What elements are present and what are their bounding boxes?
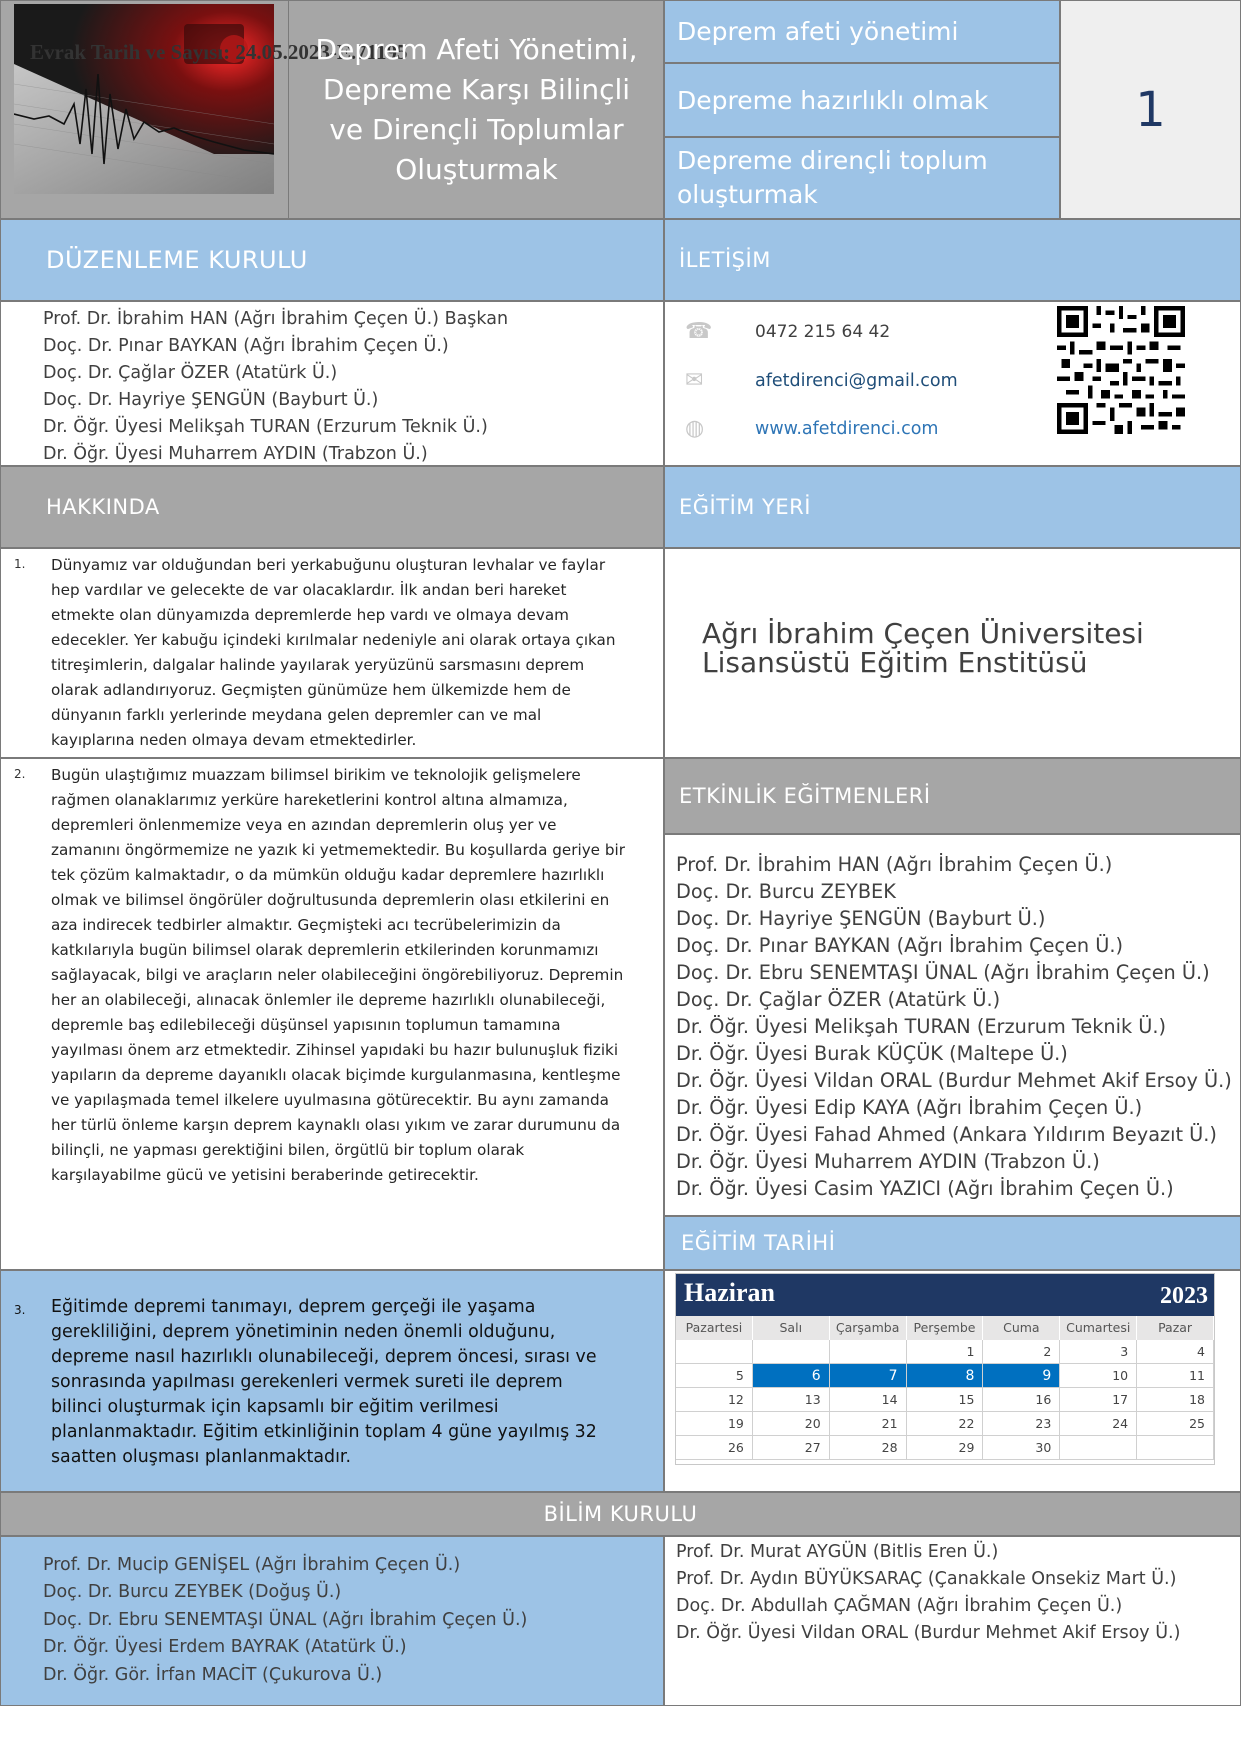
calendar-day: 16 <box>983 1388 1060 1412</box>
calendar-day: 28 <box>830 1436 907 1460</box>
bilim-left-list <box>43 1552 663 1689</box>
bilim-heading-box <box>0 1492 1241 1536</box>
qr-code[interactable] <box>1057 306 1185 434</box>
calendar-day <box>830 1340 907 1364</box>
calendar-day <box>1137 1436 1214 1460</box>
calendar-day <box>753 1340 830 1364</box>
list-item: Doç. Dr. Ebru SENEMTAŞI ÜNAL (Ağrı İbrahim Çeçen Ü.) <box>43 1609 528 1630</box>
calendar-box <box>664 1270 1241 1492</box>
list-item: Prof. Dr. Murat AYGÜN (Bitlis Eren Ü.) <box>676 1542 999 1562</box>
calendar-day: 15 <box>907 1388 984 1412</box>
calendar-weekday: Çarşamba <box>830 1316 907 1340</box>
bilim-right-list <box>676 1539 1240 1647</box>
calendar-weekday: Perşembe <box>907 1316 984 1340</box>
list-item: Dr. Öğr. Üyesi Melikşah TURAN (Erzurum Teknik Ü.) <box>43 417 488 437</box>
calendar-day <box>676 1340 753 1364</box>
calendar-month: Haziran <box>684 1278 775 1307</box>
calendar-grid <box>676 1316 1214 1460</box>
venue-line-2: Lisansüstü Eğitim Enstitüsü <box>702 646 1088 679</box>
list-item: Doç. Dr. Abdullah ÇAĞMAN (Ağrı İbrahim Çeçen Ü.) <box>676 1596 1123 1616</box>
topic-2 <box>664 63 1060 137</box>
list-item: Dr. Öğr. Üyesi Muharrem AYDIN (Trabzon Ü.) <box>43 444 428 464</box>
calendar-day: 22 <box>907 1412 984 1436</box>
paragraph-number: 3. <box>14 1303 26 1317</box>
title-box <box>288 0 664 219</box>
calendar-day: 25 <box>1137 1412 1214 1436</box>
list-item: Dr. Öğr. Üyesi Muharrem AYDIN (Trabzon Ü.) <box>676 1150 1100 1173</box>
list-item: Prof. Dr. İbrahim HAN (Ağrı İbrahim Çeçen Ü.) <box>676 853 1113 876</box>
calendar-year: 2023 <box>1160 1283 1208 1309</box>
calendar-day: 17 <box>1060 1388 1137 1412</box>
list-item: Doç. Dr. Hayriye ŞENGÜN (Bayburt Ü.) <box>43 390 379 410</box>
calendar <box>675 1273 1215 1465</box>
egitmenler-list <box>676 851 1240 1202</box>
event-title: Deprem Afeti Yönetimi, Depreme Karşı Bilinçli ve Dirençli Toplumlar Oluşturmak <box>315 32 638 186</box>
list-item: Doç. Dr. Pınar BAYKAN (Ağrı İbrahim Çeçen Ü.) <box>676 934 1124 957</box>
calendar-day: 21 <box>830 1412 907 1436</box>
calendar-day: 29 <box>907 1436 984 1460</box>
phone-row <box>685 319 890 344</box>
calendar-day: 11 <box>1137 1364 1214 1388</box>
list-item: Doç. Dr. Burcu ZEYBEK (Doğuş Ü.) <box>43 1582 342 1603</box>
calendar-day: 7 <box>830 1364 907 1388</box>
list-item: Dr. Öğr. Üyesi Vildan ORAL (Burdur Mehmet Akif Ersoy Ü.) <box>676 1623 1181 1643</box>
seismograph-image <box>14 4 274 194</box>
topic-1 <box>664 0 1060 63</box>
list-item: Doç. Dr. Ebru SENEMTAŞI ÜNAL (Ağrı İbrahim Çeçen Ü.) <box>676 961 1210 984</box>
calendar-day: 4 <box>1137 1340 1214 1364</box>
about-paragraph-1: Dünyamız var olduğundan beri yerkabuğunu oluşturan levhalar ve faylar hep vardılar ve gelecekte de var olacaklardır. İlk andan beri hareket etmekte olan dünyamızda depremlerde hep vardı ve olmaya devam edecekler. Yer kabuğu içindeki kırılmalar nedeniyle ani olarak ortaya çıkan titreşimlerin, dalgalar halinde yayılarak yeryüzünü sarsmasını deprem olarak adlandırıyoruz. Geçmişten günümüze hem ülkemizde hem de dünyanın farklı yerlerinde meydana gelen depremler can ve mal kayıplarına neden olmaya devam etmektedirler. <box>51 556 616 749</box>
web-link[interactable]: www.afetdirenci.com <box>755 418 939 439</box>
egitim-tarihi-heading: EĞİTİM TARİHİ <box>664 1216 1241 1270</box>
list-item: Dr. Öğr. Üyesi Vildan ORAL (Burdur Mehmet Akif Ersoy Ü.) <box>676 1069 1232 1092</box>
about-paragraph-1-box <box>0 548 664 758</box>
duzenleme-body <box>0 301 664 466</box>
calendar-weekday: Cumartesi <box>1060 1316 1137 1340</box>
bilim-right-box <box>664 1536 1241 1706</box>
calendar-weekday: Pazartesi <box>676 1316 753 1340</box>
email-link[interactable]: afetdirenci@gmail.com <box>755 370 958 391</box>
iletisim-body <box>664 301 1241 466</box>
phone-number[interactable]: 0472 215 64 42 <box>755 321 891 342</box>
list-item: Dr. Öğr. Üyesi Burak KÜÇÜK (Maltepe Ü.) <box>676 1042 1068 1065</box>
globe-icon: ◍ <box>685 416 705 441</box>
calendar-header <box>676 1274 1214 1316</box>
calendar-day: 8 <box>907 1364 984 1388</box>
calendar-day: 30 <box>983 1436 1060 1460</box>
topic-3 <box>664 137 1060 219</box>
list-item: Doç. Dr. Çağlar ÖZER (Atatürk Ü.) <box>43 363 338 383</box>
phone-icon: ☎ <box>685 319 713 344</box>
calendar-weekday: Salı <box>753 1316 830 1340</box>
list-item: Doç. Dr. Burcu ZEYBEK <box>676 880 896 903</box>
calendar-day: 14 <box>830 1388 907 1412</box>
calendar-day: 12 <box>676 1388 753 1412</box>
about-paragraph-3: Eğitimde depremi tanımayı, deprem gerçeği ile yaşama gerekliliğini, deprem yönetiminin neden önemli olduğunu, depreme nasıl hazırlıklı olunabileceği, deprem öncesi, sırası ve sonrasında yapılması gerekenleri vermek sureti ile deprem bilinci oluşturmak için kapsamlı bir eğitim verilmesi planlanmaktadır. Eğitim etkinliğinin toplam 4 güne yayılmış 32 saatten oluşması planlanmaktadır. <box>51 1297 597 1467</box>
egitim-yeri-heading: EĞİTİM YERİ <box>664 466 1241 548</box>
list-item: Dr. Öğr. Üyesi Casim YAZICI (Ağrı İbrahim Çeçen Ü.) <box>676 1177 1174 1200</box>
calendar-day: 10 <box>1060 1364 1137 1388</box>
egitmenler-heading: ETKİNLİK EĞİTMENLERİ <box>664 758 1241 834</box>
paragraph-number: 2. <box>14 767 26 781</box>
envelope-icon: ✉ <box>685 368 704 393</box>
calendar-weekday: Pazar <box>1137 1316 1214 1340</box>
topic-3-label: Depreme dirençli toplum oluşturmak <box>677 146 988 209</box>
egitim-yeri-body <box>664 548 1241 758</box>
page-number-box <box>1060 0 1241 219</box>
list-item: Doç. Dr. Çağlar ÖZER (Atatürk Ü.) <box>676 988 1001 1011</box>
document-stamp: Evrak Tarih ve Sayısı: 24.05.2023-E.71195 <box>30 40 408 64</box>
calendar-day: 20 <box>753 1412 830 1436</box>
paragraph-number: 1. <box>14 557 26 571</box>
list-item: Prof. Dr. Aydın BÜYÜKSARAÇ (Çanakkale Onsekiz Mart Ü.) <box>676 1569 1177 1589</box>
list-item: Dr. Öğr. Gör. İrfan MACİT (Çukurova Ü.) <box>43 1664 383 1685</box>
calendar-day: 5 <box>676 1364 753 1388</box>
duzenleme-list <box>43 306 663 468</box>
bilim-left-box <box>0 1536 664 1706</box>
calendar-day: 26 <box>676 1436 753 1460</box>
list-item: Dr. Öğr. Üyesi Melikşah TURAN (Erzurum Teknik Ü.) <box>676 1015 1167 1038</box>
email-row <box>685 368 958 393</box>
calendar-day: 2 <box>983 1340 1060 1364</box>
hakkinda-heading: HAKKINDA <box>0 466 664 548</box>
egitmenler-body <box>664 834 1241 1216</box>
list-item: Prof. Dr. İbrahim HAN (Ağrı İbrahim Çeçen Ü.) Başkan <box>43 309 509 329</box>
bilim-heading: BİLİM KURULU <box>543 1502 698 1526</box>
calendar-day: 24 <box>1060 1412 1137 1436</box>
calendar-day: 6 <box>753 1364 830 1388</box>
calendar-day: 3 <box>1060 1340 1137 1364</box>
topic-2-label: Depreme hazırlıklı olmak <box>677 85 989 115</box>
calendar-day: 18 <box>1137 1388 1214 1412</box>
iletisim-heading: İLETİŞİM <box>664 219 1241 301</box>
calendar-day: 19 <box>676 1412 753 1436</box>
list-item: Dr. Öğr. Üyesi Fahad Ahmed (Ankara Yıldırım Beyazıt Ü.) <box>676 1123 1217 1146</box>
page-number: 1 <box>1135 81 1166 138</box>
list-item: Doç. Dr. Pınar BAYKAN (Ağrı İbrahim Çeçen Ü.) <box>43 336 449 356</box>
topic-1-label: Deprem afeti yönetimi <box>677 17 959 46</box>
calendar-weekday: Cuma <box>983 1316 1060 1340</box>
list-item: Dr. Öğr. Üyesi Erdem BAYRAK (Atatürk Ü.) <box>43 1637 407 1658</box>
web-row <box>685 416 938 441</box>
venue-line-1: Ağrı İbrahim Çeçen Üniversitesi <box>702 617 1144 650</box>
about-paragraph-2-box <box>0 758 664 1270</box>
calendar-day <box>1060 1436 1137 1460</box>
calendar-day: 9 <box>983 1364 1060 1388</box>
calendar-day: 27 <box>753 1436 830 1460</box>
calendar-day: 13 <box>753 1388 830 1412</box>
list-item: Doç. Dr. Hayriye ŞENGÜN (Bayburt Ü.) <box>676 907 1046 930</box>
about-paragraph-3-box <box>0 1270 664 1492</box>
list-item: Dr. Öğr. Üyesi Edip KAYA (Ağrı İbrahim Çeçen Ü.) <box>676 1096 1143 1119</box>
calendar-day: 23 <box>983 1412 1060 1436</box>
about-paragraph-2: Bugün ulaştığımız muazzam bilimsel birikim ve teknolojik gelişmelere rağmen olanaklarımız yerküre hareketlerini kontrol altına almamıza, depremleri önlenmemize veya en azından depremlerin oluş yer ve zamanını öngörmemize ne yazık ki yetmemektedir. Bu koşullarda geriye bir tek çözüm kalmaktadır, o da mümkün olduğu kadar depremlere hazırlıklı olmak ve bilimsel öngörüler doğrultusunda depremlerin olası etkilerini en aza indirecek tedbirler almaktır. Geçmişteki acı tecrübelerimizin da katkılarıyla bugün bilimsel olarak depremlerin etkilerinden korunmamızı sağlayacak, bilgi ve araçların neler olabileceğini öngörebiliyoruz. Depremin her an olabileceği, alınacak önlemler ile depreme hazırlıklı olunabileceği, depremle baş edilebileceği düşünsel yapısının toplumun tamamına yayılması önem arz etmektedir. Zihinsel yapıdaki bu hazır bulunuşluk fiziki yapıların da depreme dayanıklı olacak biçimde kurgulanmasına, kentleşme ve yapılaşmada temel ilkelere uyulmasına götürecektir. Bu aynı zamanda her türlü önleme karşın deprem kaynaklı olası yıkım ve zarar durumunu da bilinçli, ne yapması gerektiğini bilen, örgütlü bir toplum olarak karşılayabilme gücü ve yetisini beraberinde getirecektir. <box>51 766 625 1184</box>
calendar-day: 1 <box>907 1340 984 1364</box>
duzenleme-heading: DÜZENLEME KURULU <box>0 219 664 301</box>
list-item: Prof. Dr. Mucip GENİŞEL (Ağrı İbrahim Çeçen Ü.) <box>43 1555 461 1575</box>
